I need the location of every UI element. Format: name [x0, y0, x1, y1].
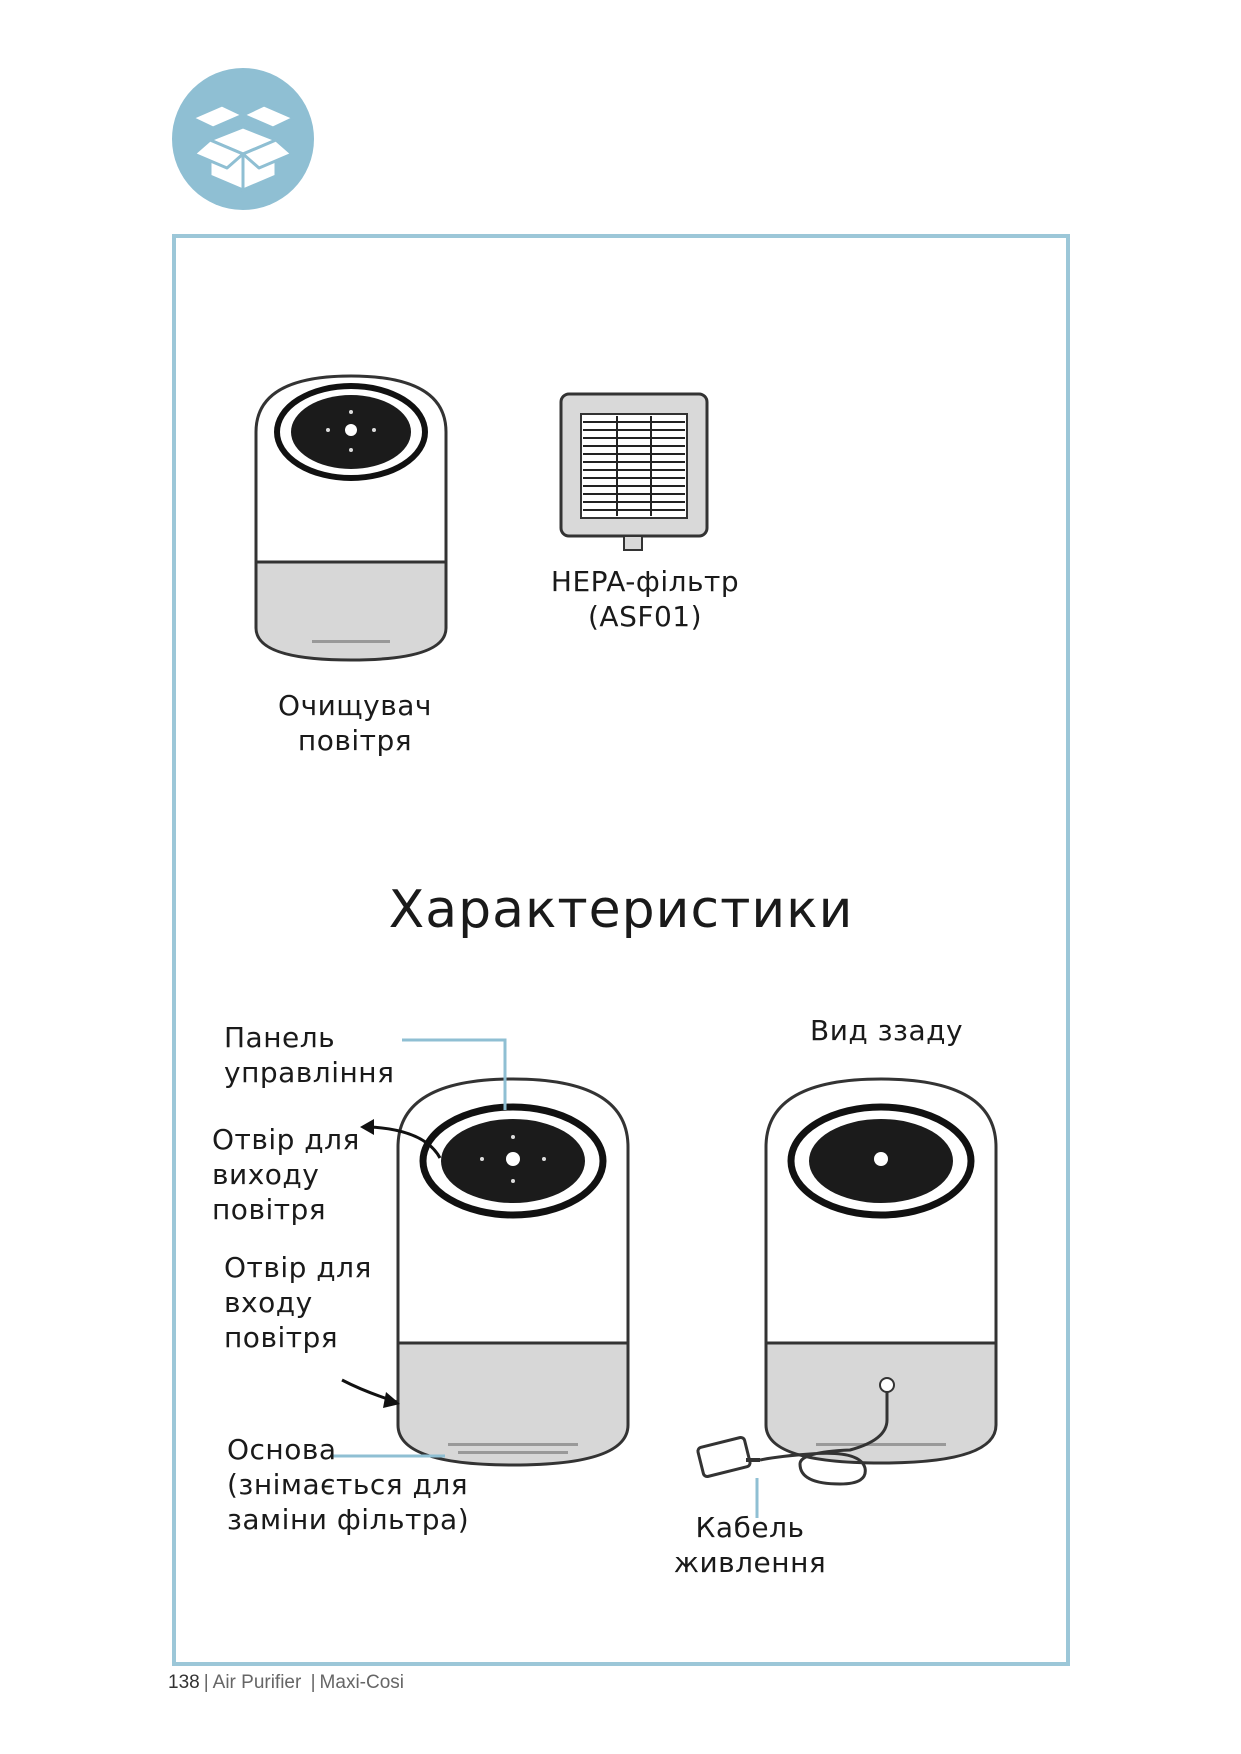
- power-cable-label: Кабель живлення: [673, 1511, 827, 1579]
- control-panel-label: Панель управління: [224, 1021, 395, 1089]
- footer-brand: Maxi-Cosi: [319, 1672, 404, 1693]
- page-footer: 138 | Air Purifier | Maxi-Cosi: [168, 1672, 404, 1693]
- footer-product: Air Purifier: [212, 1672, 302, 1693]
- features-heading: Характеристики: [388, 880, 854, 940]
- air-purifier-label: Очищувач повітря: [278, 689, 432, 757]
- page-number: 138: [168, 1672, 200, 1693]
- base-label: Основа (знімається для заміни фільтра): [227, 1433, 470, 1536]
- hepa-filter-label: HEPA-фільтр (ASF01): [550, 565, 740, 633]
- rear-view-label: Вид ззаду: [810, 1014, 964, 1047]
- air-outlet-label: Отвір для виходу повітря: [212, 1123, 360, 1226]
- air-inlet-label: Отвір для входу повітря: [224, 1251, 372, 1354]
